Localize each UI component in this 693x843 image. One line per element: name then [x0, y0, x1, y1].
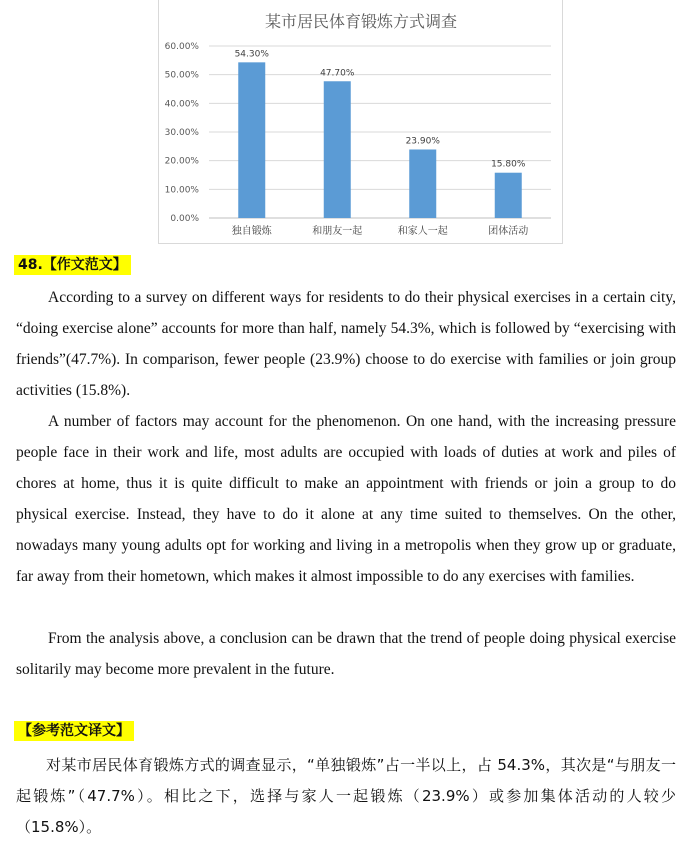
- y-tick-label: 20.00%: [164, 156, 199, 167]
- category-label: 独自锻炼: [231, 226, 272, 237]
- y-tick-label: 40.00%: [164, 99, 199, 110]
- y-tick-label: 30.00%: [164, 128, 199, 138]
- category-label: 团体活动: [488, 226, 529, 237]
- essay-heading: 48.【作文范文】: [14, 255, 131, 275]
- bar-chart-svg: [159, 0, 564, 244]
- bar: [324, 81, 351, 218]
- y-tick-label: 60.00%: [164, 42, 199, 52]
- y-tick-label: 0.00%: [170, 214, 199, 224]
- data-label: 15.80%: [491, 159, 526, 170]
- translation-paragraph-1: 对某市居民体育锻炼方式的调查显示，“单独锻炼”占一半以上，占 54.3%，其次是“与朋友一起锻炼”（47.7%）。相比之下，选择与家人一起锻炼（23.9%）或参加集体活动的人较少（15.8%）。: [16, 756, 676, 836]
- bar-chart: [158, 0, 563, 244]
- chart-title: 某市居民体育锻炼方式调查: [264, 12, 458, 31]
- bar: [495, 173, 522, 218]
- y-tick-label: 10.00%: [164, 185, 199, 196]
- category-label: 和朋友一起: [312, 226, 363, 237]
- data-label: 47.70%: [320, 68, 355, 79]
- y-tick-label: 50.00%: [164, 70, 199, 81]
- translation-heading: 【参考范文译文】: [14, 721, 134, 741]
- essay-paragraph-1: According to a survey on different ways for residents to do their physical exercises in a certain city, “doing exercise alone” accounts for more than half, namely 54.3%, which is followed by “exercising with friends”(47.7%). In comparison, fewer people (23.9%) choose to do exercise with families or join group activities (15.8%).: [16, 289, 676, 399]
- essay-paragraph-3: From the analysis above, a conclusion can be drawn that the trend of people doing physical exercise solitarily may become more prevalent in the future.: [16, 630, 676, 678]
- data-label: 23.90%: [405, 136, 440, 147]
- essay-paragraph-2: A number of factors may account for the phenomenon. On one hand, with the increasing pressure people face in their work and life, most adults are occupied with loads of duties at work and piles of chores at home, thus it is quite difficult to make an appointment with friends or join a group to do physical exercise. Instead, they have to do it alone at any time suited to themselves. On the other, nowadays many young adults opt for working and living in a metropolis when they grow up or graduate, far away from their hometown, which makes it almost impossible to do any exercises with families.: [16, 413, 676, 585]
- bar: [409, 149, 436, 218]
- bar: [238, 62, 265, 218]
- data-label: 54.30%: [234, 49, 269, 60]
- category-label: 和家人一起: [397, 226, 448, 237]
